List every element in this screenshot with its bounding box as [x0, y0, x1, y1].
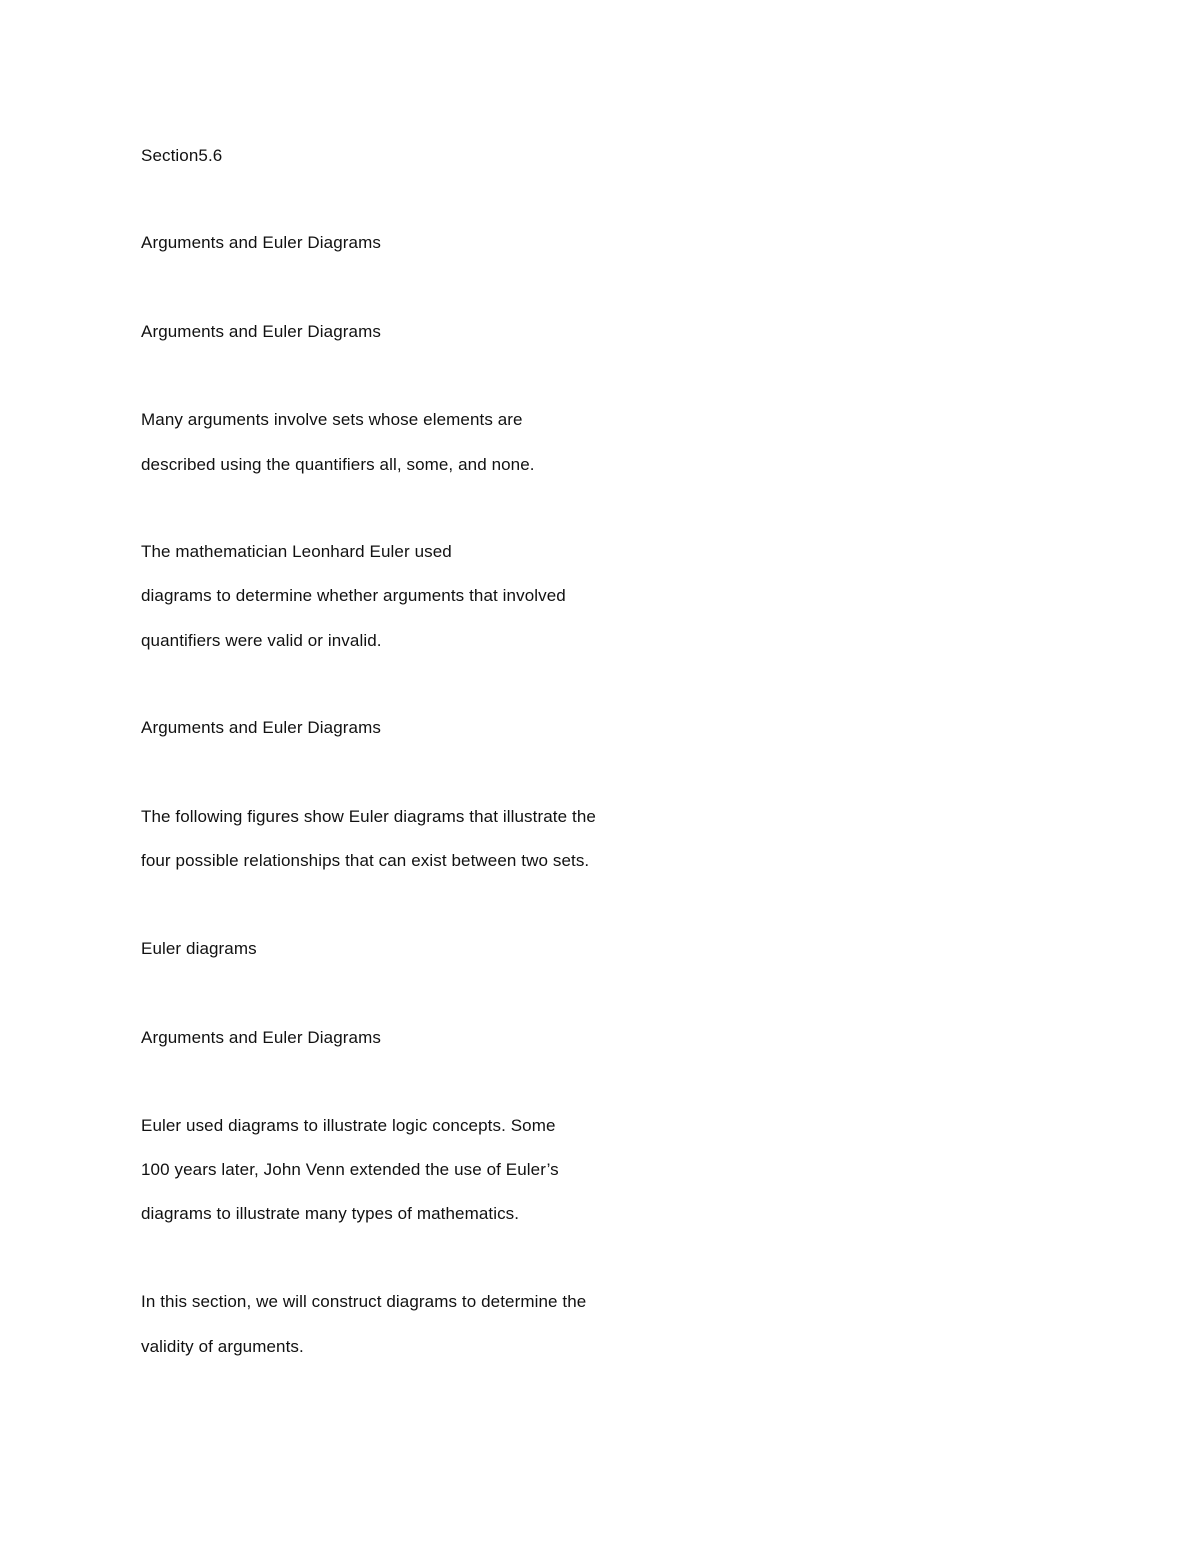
section-label: Section5.6 — [141, 146, 223, 165]
slide-heading: Arguments and Euler Diagrams — [141, 718, 381, 737]
paragraph-line: described using the quantifiers all, some, and none. — [141, 455, 535, 474]
paragraph-line: diagrams to determine whether arguments that involved — [141, 586, 566, 605]
paragraph-line: quantifiers were valid or invalid. — [141, 631, 382, 650]
paragraph-line: Euler used diagrams to illustrate logic concepts. Some — [141, 1116, 556, 1135]
paragraph-line: diagrams to illustrate many types of mathematics. — [141, 1204, 520, 1223]
paragraph-line: four possible relationships that can exist between two sets. — [141, 851, 590, 870]
paragraph-line: In this section, we will construct diagrams to determine the — [141, 1292, 587, 1311]
section-heading: Arguments and Euler Diagrams — [141, 233, 381, 252]
figure-caption: Euler diagrams — [141, 939, 257, 958]
paragraph-line: The mathematician Leonhard Euler used — [141, 542, 452, 561]
paragraph-line: Many arguments involve sets whose elements are — [141, 410, 523, 429]
paragraph-line: 100 years later, John Venn extended the use of Euler’s — [141, 1160, 559, 1179]
slide-heading: Arguments and Euler Diagrams — [141, 322, 381, 341]
slide-heading: Arguments and Euler Diagrams — [141, 1028, 381, 1047]
paragraph-line: The following figures show Euler diagrams that illustrate the — [141, 807, 596, 826]
paragraph-line: validity of arguments. — [141, 1337, 304, 1356]
